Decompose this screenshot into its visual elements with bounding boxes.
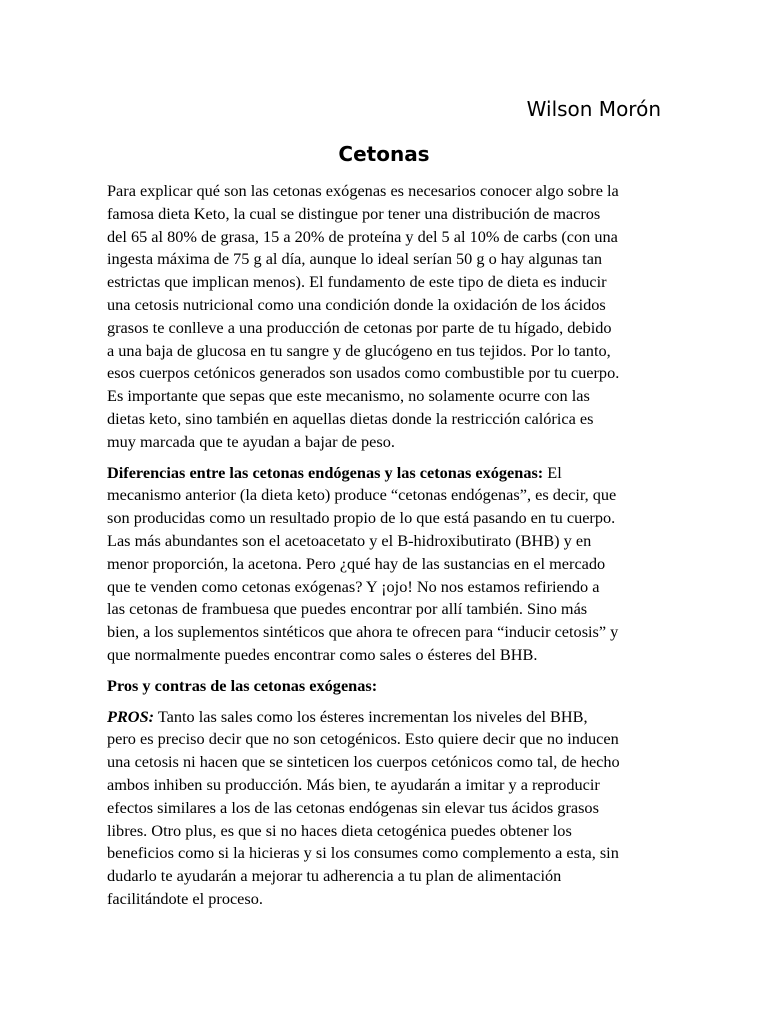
text-line: las cetonas de frambuesa que puedes encontrar por allí también. Sino más <box>107 599 588 619</box>
text-line: que normalmente puedes encontrar como sales o ésteres del BHB. <box>107 644 538 664</box>
text-line: mecanismo anterior (la dieta keto) produce “cetonas endógenas”, es decir, que <box>107 485 617 505</box>
pros-label: PROS: <box>107 706 155 726</box>
text-line: efectos similares a los de las cetonas endógenas sin elevar tus ácidos grasos <box>107 797 599 817</box>
text-line: una cetosis nutricional como una condición donde la oxidación de los ácidos <box>107 294 606 314</box>
paragraph-intro <box>107 180 663 454</box>
text-line: estrictas que implican menos). El fundamento de este tipo de dieta es inducir <box>107 272 607 292</box>
text-line: muy marcada que te ayudan a bajar de peso. <box>107 431 395 451</box>
text-line: son producidas como un resultado propio de lo que está pasando en tu cuerpo. <box>107 508 616 528</box>
text-fragment: Tanto las sales como los ésteres incrementan los niveles del BHB, <box>154 706 588 726</box>
text-line: a una baja de glucosa en tu sangre y de glucógeno en tus tejidos. Por lo tanto, <box>107 340 611 360</box>
text-line: del 65 al 80% de grasa, 15 a 20% de proteína y del 5 al 10% de carbs (con una <box>107 226 618 246</box>
text-line: menor proporción, la acetona. Pero ¿qué hay de las sustancias en el mercado <box>107 553 606 573</box>
text-line: que te venden como cetonas exógenas? Y ¡ojo! No nos estamos refiriendo a <box>107 576 600 596</box>
text-line: Es importante que sepas que este mecanismo, no solamente ocurre con las <box>107 386 590 406</box>
text-line <box>107 462 663 485</box>
text-line: pero es preciso decir que no son cetogénicos. Esto quiere decir que no inducen <box>107 729 619 749</box>
paragraph-pros-contras-heading <box>107 675 663 698</box>
text-line: libres. Otro plus, es que si no haces dieta cetogénica puedes obtener los <box>107 820 572 840</box>
text-line: Para explicar qué son las cetonas exógenas es necesarios conocer algo sobre la <box>107 181 619 200</box>
document-body <box>107 180 663 919</box>
section-heading-pros-contras: Pros y contras de las cetonas exógenas: <box>107 675 378 695</box>
section-heading-differences: Diferencias entre las cetonas endógenas y las cetonas exógenas: <box>107 462 544 482</box>
text-line: beneficios como si la hicieras y si los consumes como complemento a esta, sin <box>107 843 619 863</box>
text-line: facilitándote el proceso. <box>107 888 263 908</box>
paragraph-pros <box>107 706 663 911</box>
author-name: Wilson Morón <box>526 97 661 121</box>
text-line: una cetosis ni hacen que se sinteticen los cuerpos cetónicos como tal, de hecho <box>107 752 620 772</box>
paragraph-differences <box>107 462 663 667</box>
text-line: esos cuerpos cetónicos generados son usados como combustible por tu cuerpo. <box>107 363 620 383</box>
text-line: dietas keto, sino también en aquellas dietas donde la restricción calórica es <box>107 408 594 428</box>
text-line <box>107 706 663 729</box>
text-line: dudarlo te ayudarán a mejorar tu adherencia a tu plan de alimentación <box>107 866 562 886</box>
text-line: ambos inhiben su producción. Más bien, te ayudarán a imitar y a reproducir <box>107 774 600 794</box>
text-line: Las más abundantes son el acetoacetato y el B-hidroxibutirato (BHB) y en <box>107 530 592 550</box>
text-line: bien, a los suplementos sintéticos que ahora te ofrecen para “inducir cetosis” y <box>107 622 619 642</box>
text-fragment: El <box>543 462 562 482</box>
text-line: grasos te conlleve a una producción de cetonas por parte de tu hígado, debido <box>107 317 612 337</box>
text-line: famosa dieta Keto, la cual se distingue por tener una distribución de macros <box>107 203 601 223</box>
text-line: ingesta máxima de 75 g al día, aunque lo ideal serían 50 g o hay algunas tan <box>107 249 603 269</box>
page-title: Cetonas <box>338 142 430 166</box>
